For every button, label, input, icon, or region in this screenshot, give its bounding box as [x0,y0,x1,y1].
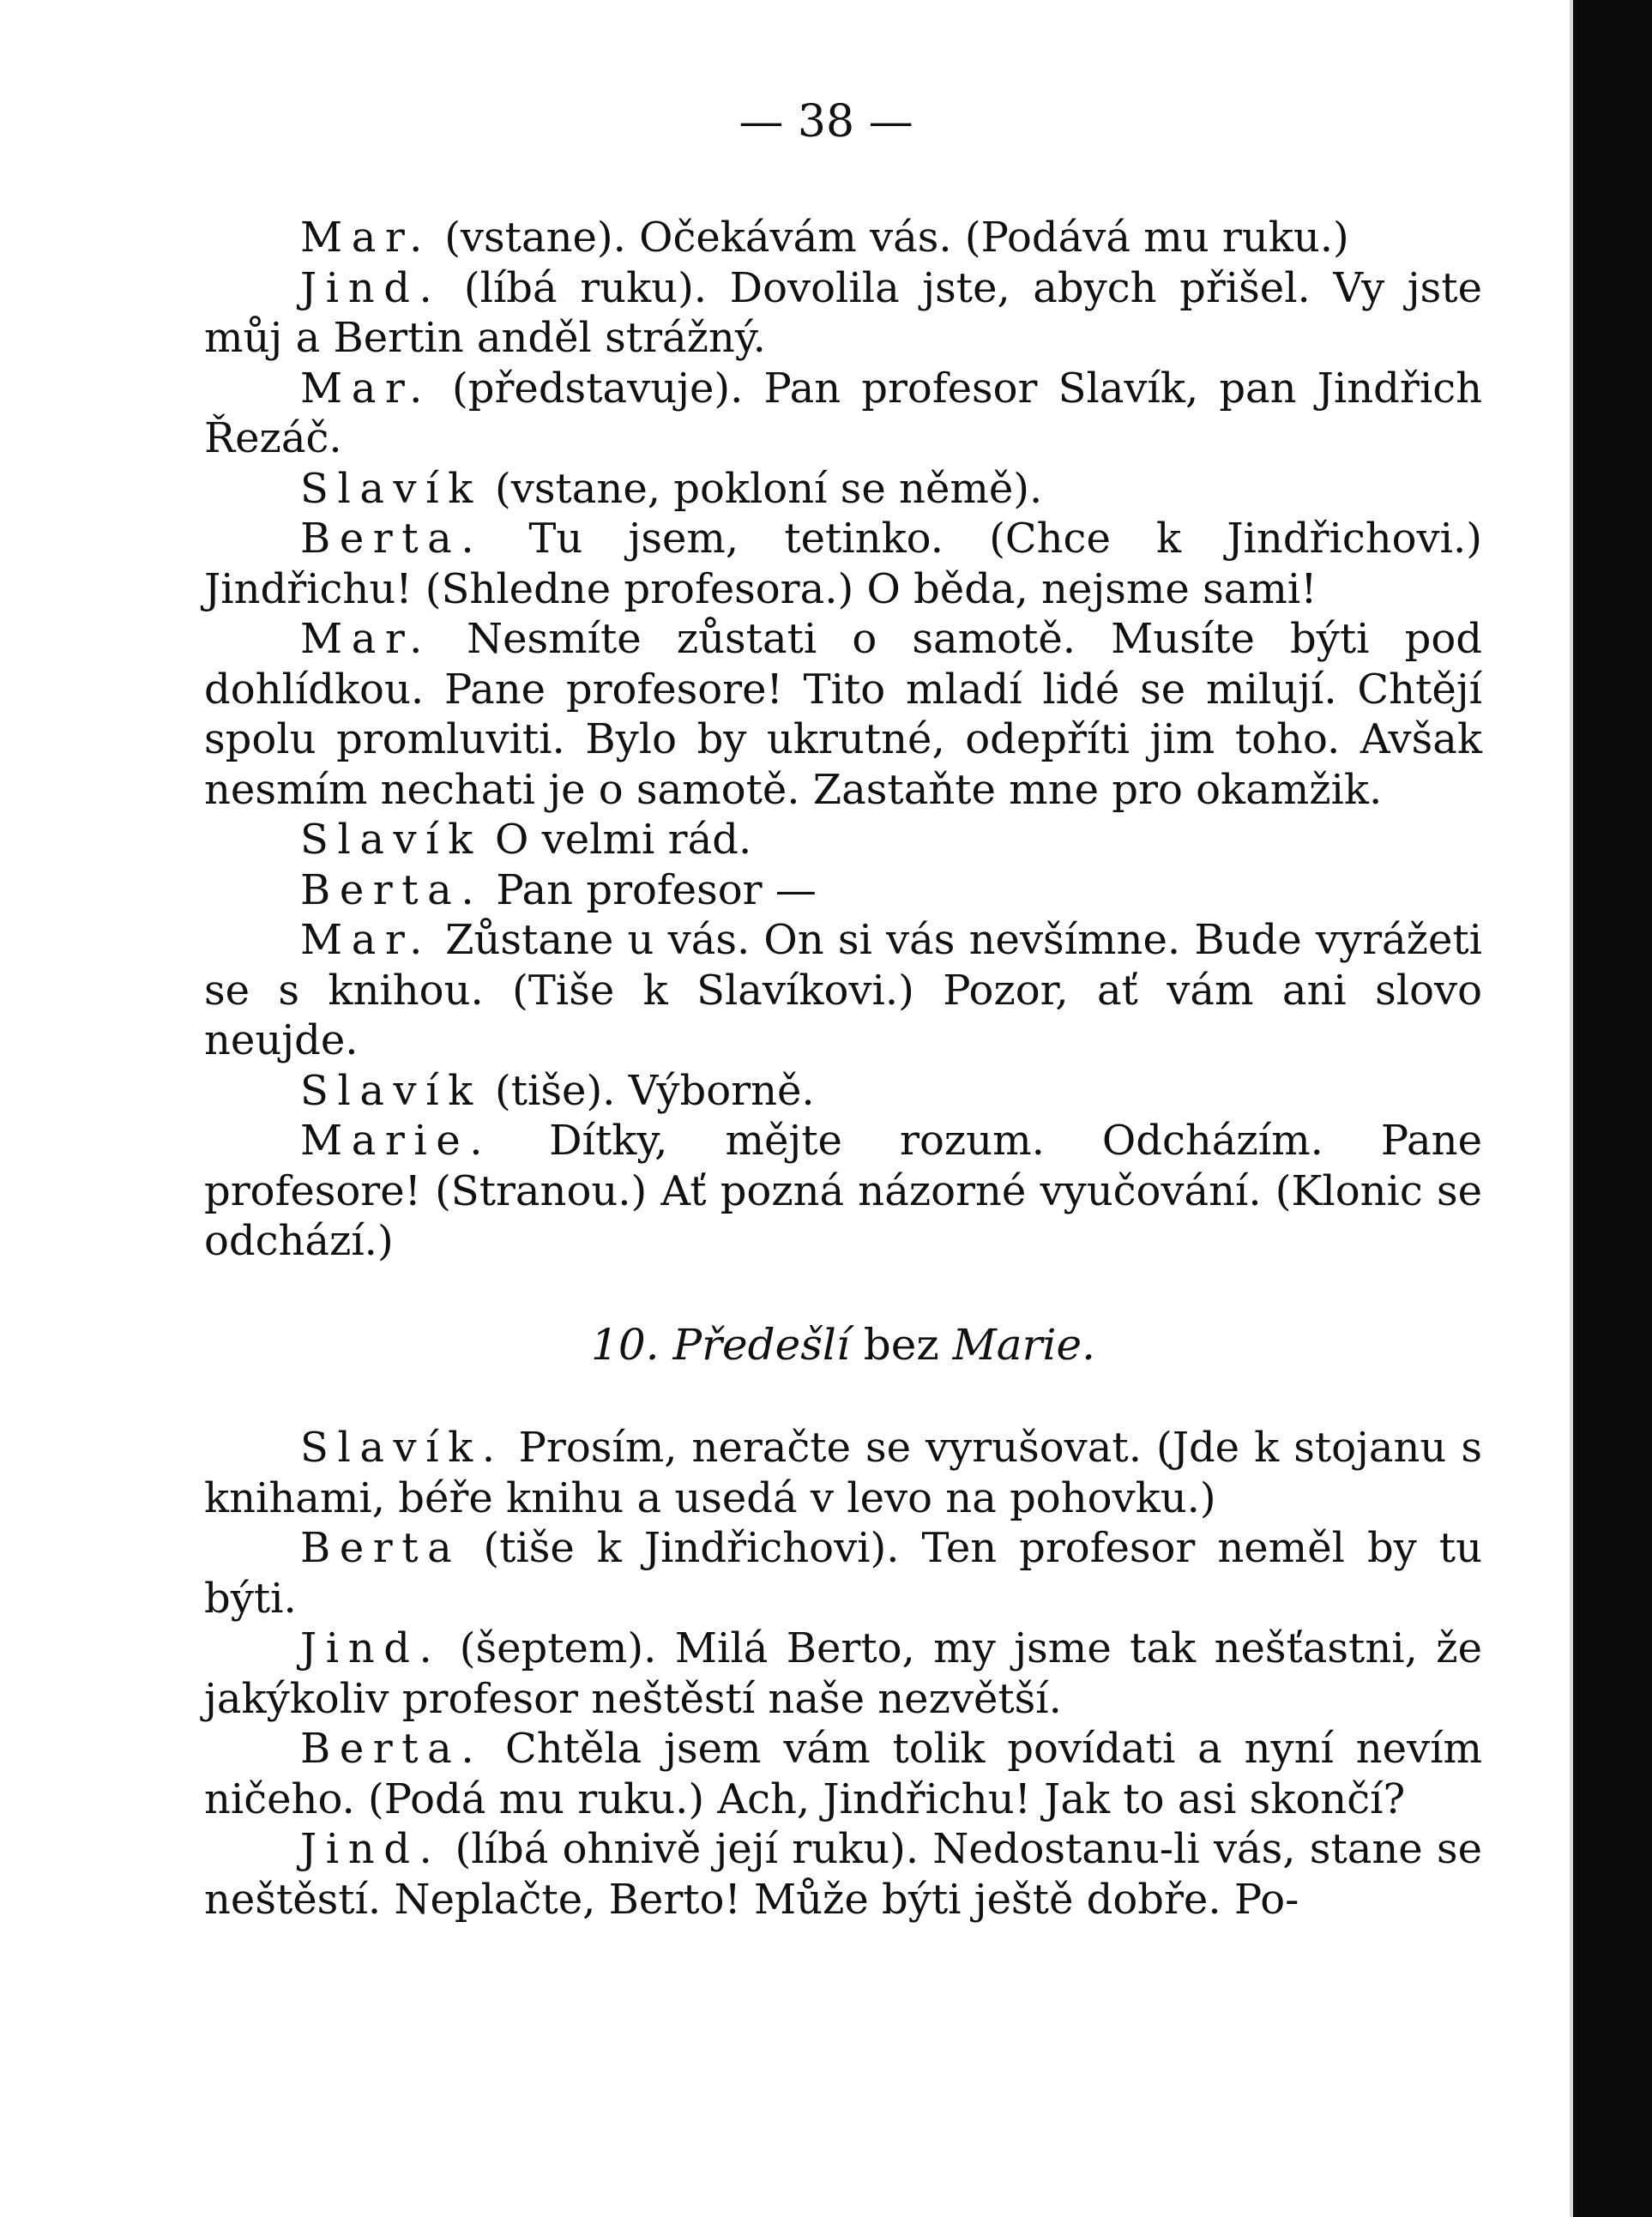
scene-9-dialogue [204,213,1482,1267]
speaker-name: Mar. [300,214,431,262]
speaker-name: Slavík [300,816,482,864]
dialogue-line [204,263,1482,364]
dialogue-line [204,1824,1482,1925]
dialogue-line [204,364,1482,464]
dialogue-text: Tu jsem, tetinko. (Chce k Jindřichovi.) Jindřichu! (Shledne profesora.) O běda, nejsme sami! [204,515,1482,613]
scene-10-dialogue [204,1423,1482,1925]
speaker-name: Jind. [300,1624,442,1672]
dialogue-text: (líbá ruku). Dovolila jste, abych přišel. Vy jste můj a Bertin anděl strážný. [204,263,1482,362]
dialogue-text: Dítky, mějte rozum. Odcházím. Pane profesore! (Stranou.) Ať pozná názorné vyučování. (Klonic se odchází.) [204,1117,1482,1265]
dialogue-text: Chtěla jsem vám tolik povídati a nyní nevím ničeho. (Podá mu ruku.) Ach, Jindřichu! Jak to asi skončí? [204,1725,1482,1823]
speaker-name: Mar. [300,615,431,663]
dialogue-line [204,1066,1482,1117]
speaker-name: Jind. [300,1825,442,1873]
dialogue-line [204,213,1482,263]
scan-edge [1575,0,1652,2217]
speaker-name: Marie. [300,1117,492,1165]
dialogue-text: (vstane). Očekávám vás. (Podává mu ruku.) [431,214,1349,262]
scene-heading [204,1320,1482,1371]
speaker-name: Slavík [300,464,482,513]
dialogue-line [204,1423,1482,1523]
dialogue-text: O velmi rád. [481,816,752,864]
speaker-name: Berta [300,1524,461,1572]
scene-connector: bez [849,1319,953,1370]
dialogue-line [204,915,1482,1066]
dialogue-line [204,614,1482,815]
dialogue-text: Nesmíte zůstati o samotě. Musíte býti pod dohlídkou. Pane profesore! Tito mladí lidé se milují. Chtějí spolu promluviti. Bylo by ukrutné, odepříti jim toho. Avšak nesmím nechati je o samotě. Zastaňte mne pro okamžik. [204,615,1482,814]
dialogue-line [204,1724,1482,1824]
dialogue-line [204,464,1482,515]
dialogue-line [204,514,1482,614]
dialogue-text: (tiše k Jindřichovi). Ten profesor neměl by tu býti. [204,1524,1482,1623]
speaker-name: Slavík. [300,1424,504,1472]
dialogue-line [204,865,1482,916]
speaker-name: Slavík [300,1066,482,1115]
speaker-name: Berta. [300,865,484,914]
page-text [204,213,1482,1925]
dialogue-text: (vstane, pokloní se němě). [481,464,1043,513]
dialogue-text: (tiše). Výborně. [481,1066,815,1115]
speaker-name: Berta. [300,1725,484,1773]
dialogue-text: (šeptem). Milá Berto, my jsme tak nešťastni, že jakýkoliv profesor neštěstí naše nezvětší. [204,1624,1482,1723]
speaker-name: Mar. [300,364,431,413]
scene-number: 10. [591,1319,660,1370]
dialogue-text: (představuje). Pan profesor Slavík, pan Jindřich Řezáč. [204,364,1482,462]
dialogue-line [204,1624,1482,1724]
speaker-name: Berta. [300,515,484,563]
dialogue-line [204,1523,1482,1624]
speaker-name: Jind. [300,263,442,312]
scene-absent-character: Marie. [952,1319,1095,1370]
scene-characters: Předešlí [672,1319,850,1370]
dialogue-text: Prosím, neračte se vyrušovat. (Jde k stojanu s knihami, béře knihu a usedá v levo na pohovku.) [204,1424,1482,1522]
page-number: — 38 — [739,96,913,148]
speaker-name: Mar. [300,916,431,964]
dialogue-text: Zůstane u vás. On si vás nevšímne. Bude vyrážeti se s knihou. (Tiše k Slavíkovi.) Pozor, ať vám ani slovo neujde. [204,916,1482,1064]
dialogue-text: (líbá ohnivě její ruku). Nedostanu-li vás, stane se neštěstí. Neplačte, Berto! Může býti ještě dobře. Po- [204,1825,1482,1924]
dialogue-line [204,815,1482,865]
dialogue-line [204,1116,1482,1267]
dialogue-text: Pan profesor — [483,865,817,914]
